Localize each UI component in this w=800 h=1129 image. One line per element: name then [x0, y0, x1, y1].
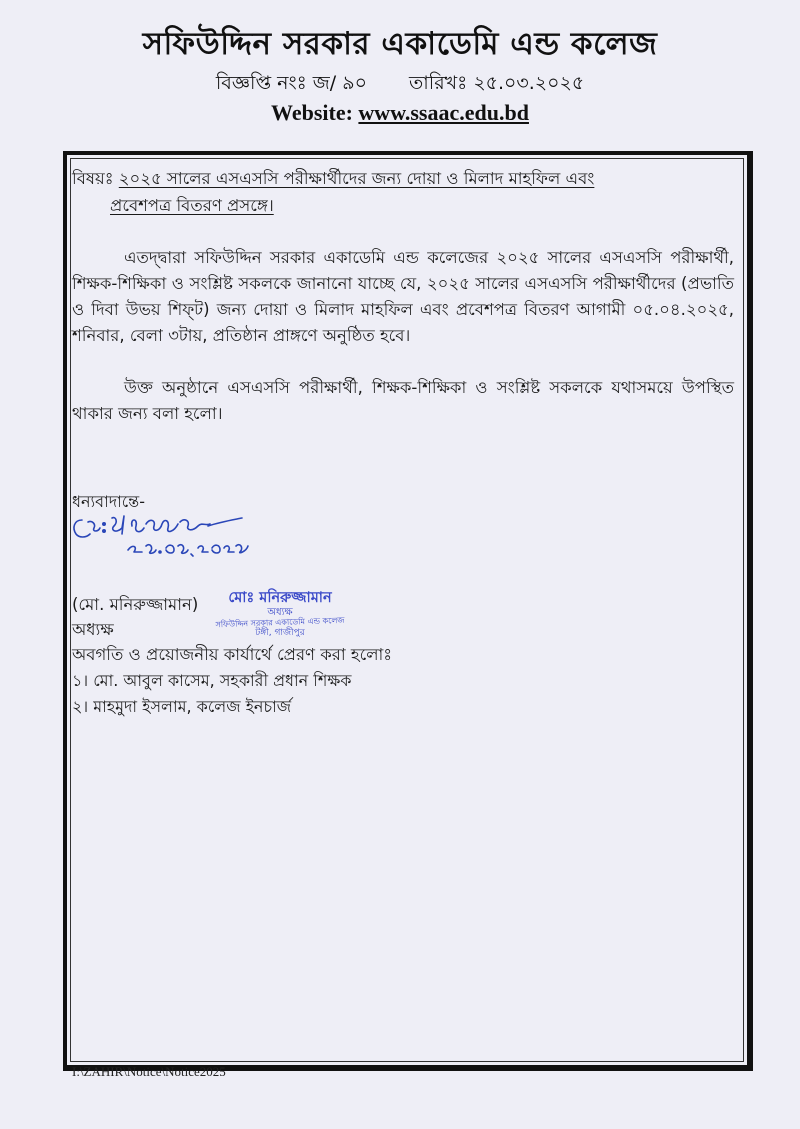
distribution-intro: অবগতি ও প্রয়োজনীয় কার্যার্থে প্রেরণ করা হলোঃ [72, 645, 393, 664]
signer-title: অধ্যক্ষ [72, 620, 114, 639]
website-label: Website: [271, 100, 353, 125]
stamp-name: মোঃ মনিরুজ্জামান [228, 590, 332, 606]
distribution-list [72, 668, 352, 720]
subject-line-1: ২০২৫ সালের এসএসসি পরীক্ষার্থীদের জন্য দোয়া ও মিলাদ মাহফিল এবং [118, 169, 595, 188]
website-link[interactable]: www.ssaac.edu.bd [358, 100, 529, 125]
stamp-title: অধ্যক্ষ [267, 607, 293, 618]
memo-line [0, 68, 800, 98]
handwritten-signature [70, 512, 250, 562]
official-stamp [195, 590, 365, 639]
date-value: ২৫.০৩.২০২৫ [473, 72, 585, 94]
body-paragraph-1: এতদ্দ্বারা সফিউদ্দিন সরকার একাডেমি এন্ড কলেজের ২০২৫ সালের এসএসসি পরীক্ষার্থী, শিক্ষক-শিক্ষিকা ও সংশ্লিষ্ট সকলকে জানানো যাচ্ছে যে, ২০২৫ সালের এসএসসি পরীক্ষার্থীদের (প্রভাতি ও দিবা উভয় শিফ্‌ট) জন্য দোয়া ও মিলাদ মাহফিল এবং প্রবেশপত্র বিতরণ আগামী ০৫.০৪.২০২৫, শনিবার, বেলা ৩টায়, প্রতিষ্ঠান প্রাঙ্গণে অনুষ্ঠিত হবে। [72, 248, 734, 345]
recipient-item: ২। মাহমুদা ইসলাম, কলেজ ইনচার্জ [72, 697, 292, 716]
subject-line-2: প্রবেশপত্র বিতরণ প্রসঙ্গে। [110, 196, 274, 215]
memo-label: বিজ্ঞপ্তি নংঃ [215, 72, 307, 94]
subject-label: বিষয়ঃ [72, 169, 114, 188]
stamp-place: টঙ্গী, গাজীপুর [255, 628, 305, 638]
closing: ধন্যবাদান্তে- [72, 492, 145, 511]
letterhead [0, 22, 800, 128]
body-paragraph-2: উক্ত অনুষ্ঠানে এসএসসি পরীক্ষার্থী, শিক্ষক-শিক্ষিকা ও সংশ্লিষ্ট সকলকে যথাসময়ে উপস্থিত থাকার জন্য বলা হলো। [72, 378, 734, 423]
date-label: তারিখঃ [409, 72, 468, 94]
memo-number: জ/ ৯০ [312, 72, 367, 94]
file-path: I:\ZAHIR\Notice\Notice2025 [72, 1064, 226, 1079]
notice-body [72, 165, 734, 427]
website-line [0, 98, 800, 128]
stamp-college: সফিউদ্দিন সরকার একাডেমি এন্ড কলেজ [215, 615, 345, 630]
signer-name: (মো. মনিরুজ্জামান) [72, 595, 199, 614]
recipient-item: ১। মো. আবুল কাসেম, সহকারী প্রধান শিক্ষক [72, 671, 352, 690]
subject [72, 165, 734, 219]
college-name: সফিউদ্দিন সরকার একাডেমি এন্ড কলেজ [142, 26, 658, 62]
